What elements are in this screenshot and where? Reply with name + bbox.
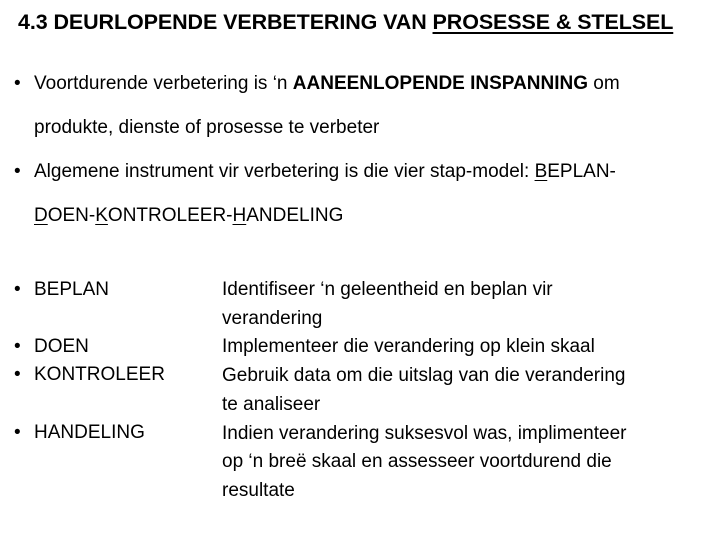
model-letter-d: D: [34, 205, 48, 226]
bullet-dot: •: [14, 279, 21, 300]
model-word-handeling: ANDELING: [246, 205, 344, 226]
model-word-kontroleer: ONTROLEER-: [107, 205, 233, 226]
description-line: te analiseer: [222, 393, 321, 415]
title-underlined: PROSESSE & STELSEL: [432, 10, 674, 34]
description-line: Implementeer die verandering op klein skaal: [222, 336, 595, 358]
description-line: Identifiseer ‘n geleentheid en beplan vir: [222, 279, 553, 300]
step-label-kontroleer: KONTROLEER: [34, 364, 165, 385]
model-letter-k: K: [95, 205, 108, 226]
bullet-2-continuation: [34, 205, 343, 227]
step-label-beplan: BEPLAN: [34, 279, 109, 300]
bullet-dot: •: [14, 364, 21, 385]
description-line: verandering: [222, 307, 323, 329]
model-letter-b: B: [534, 161, 548, 182]
model-word-doen: OEN-: [47, 205, 96, 226]
bullet-dot: •: [14, 161, 21, 182]
description-line: resultate: [222, 479, 295, 501]
bullet-2-text: Algemene instrument vir verbetering is die vier stap-model:: [34, 161, 535, 182]
bullet-2-line-1: [34, 161, 616, 183]
bullet-1-continuation: produkte, dienste of prosesse te verbeter: [34, 117, 380, 138]
title-prefix: 4.3 DEURLOPENDE VERBETERING VAN: [18, 10, 433, 34]
slide-title: [18, 10, 673, 35]
model-word-beplan: EPLAN-: [547, 161, 616, 182]
bullet-dot: •: [14, 422, 21, 443]
step-label-doen: DOEN: [34, 336, 89, 357]
bullet-1-text-end: om: [588, 73, 620, 94]
step-description-beplan: [222, 276, 702, 506]
bullet-1-text: Voortdurende verbetering is ‘n: [34, 73, 293, 94]
description-line: Gebruik data om die uitslag van die verandering: [222, 365, 626, 387]
bullet-dot: •: [14, 336, 21, 357]
bullet-1-line-1: [34, 73, 620, 95]
step-label-handeling: HANDELING: [34, 422, 145, 443]
description-line: op ‘n breë skaal en assesseer voortdurend die: [222, 451, 612, 473]
bullet-1-emphasis: AANEENLOPENDE INSPANNING: [292, 73, 589, 94]
bullet-dot: •: [14, 73, 21, 94]
model-letter-h: H: [232, 205, 247, 226]
description-line: Indien verandering suksesvol was, implimenteer: [222, 422, 627, 444]
